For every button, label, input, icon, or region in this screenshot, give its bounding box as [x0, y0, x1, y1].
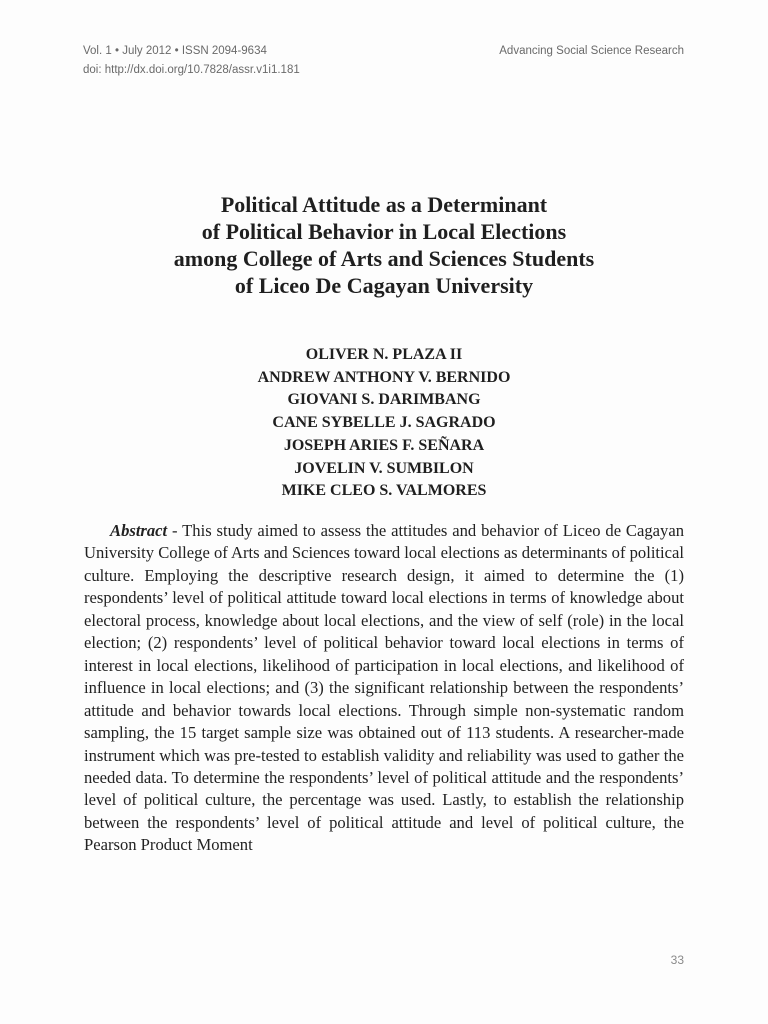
- author-list: [84, 344, 684, 503]
- journal-name: Advancing Social Science Research: [499, 45, 684, 57]
- title-line: Political Attitude as a Determinant: [220, 192, 548, 217]
- author-name: MIKE CLEO S. VALMORES: [281, 482, 487, 500]
- author-name: CANE SYBELLE J. SAGRADO: [272, 414, 496, 432]
- abstract-paragraph: [84, 520, 684, 857]
- volume-info: Vol. 1 • July 2012 • ISSN 2094-9634: [83, 45, 267, 57]
- author-name: JOSEPH ARIES F. SEÑARA: [283, 436, 485, 454]
- title-line: among College of Arts and Sciences Students: [173, 246, 595, 271]
- author-name: GIOVANI S. DARIMBANG: [287, 391, 481, 409]
- header-meta: [83, 42, 300, 80]
- author-name: JOVELIN V. SUMBILON: [294, 459, 474, 477]
- abstract-label: Abstract: [110, 521, 168, 540]
- paper-title: [60, 191, 708, 299]
- doi-link[interactable]: doi: http://dx.doi.org/10.7828/assr.v1i1.181: [83, 64, 300, 76]
- author-name: ANDREW ANTHONY V. BERNIDO: [257, 368, 511, 386]
- author-name: OLIVER N. PLAZA II: [305, 346, 463, 363]
- title-line: of Liceo De Cagayan University: [234, 273, 534, 298]
- page-number: 33: [670, 953, 684, 967]
- title-line: of Political Behavior in Local Elections: [201, 219, 567, 244]
- abstract-text: - This study aimed to assess the attitudes and behavior of Liceo de Cagayan University College of Arts and Sciences toward local elections as determinants of political culture. Employing the descriptive research design, it aimed to determine the (1) respondents’ level of political attitude toward local elections in terms of knowledge about electoral process, knowledge about local elections, and the view of self (role) in the local election; (2) respondents’ level of political behavior toward local elections in terms of interest in local elections, likelihood of participation in local elections, and likelihood of influence in local elections; and (3) the significant relationship between the respondents’ attitude and behavior towards local elections. Through simple non-systematic random sampling, the 15 target sample size was obtained out of 113 students. A researcher-made instrument which was pre-tested to establish validity and reliability was used to gather the needed data. To determine the respondents’ level of political attitude and the respondents’ level of political culture, the percentage was used. Lastly, to establish the relationship between the respondents’ level of political attitude and level of political culture, the Pearson Product Moment: [84, 521, 684, 855]
